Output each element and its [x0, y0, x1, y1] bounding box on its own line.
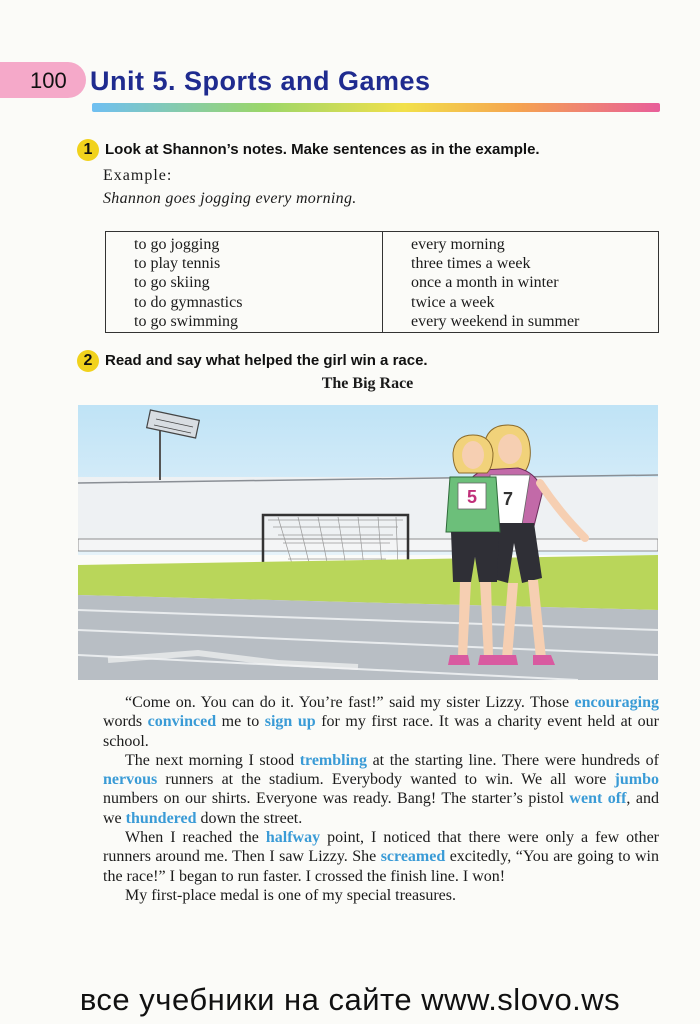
- task-1-number-badge: 1: [77, 139, 99, 161]
- story-text-run: at the starting line. There were hundreds of: [366, 751, 659, 769]
- story-paragraph: [103, 751, 659, 828]
- story-text-run: “Come on. You can do it. You’re fast!” said my sister Lizzy. Those: [125, 694, 575, 711]
- vocabulary-word: went off: [569, 790, 627, 808]
- story-paragraph: [103, 828, 659, 886]
- fence: [78, 539, 658, 551]
- story-text-run: My first-place medal is one of my special treasures.: [125, 886, 456, 904]
- activity-item: to play tennis: [134, 255, 221, 273]
- stadium-scene-svg: [78, 405, 658, 680]
- vocabulary-word: sign up: [264, 713, 316, 731]
- activity-item: to do gymnastics: [134, 293, 243, 311]
- frequency-item: twice a week: [411, 293, 495, 311]
- vocabulary-word: halfway: [265, 829, 321, 847]
- activities-column: [106, 232, 383, 333]
- unit-title: Unit 5. Sports and Games: [90, 66, 431, 96]
- activity-item: to go skiing: [134, 274, 210, 292]
- activity-item: to go swimming: [134, 312, 239, 330]
- runner-tall-number: 7: [502, 489, 514, 509]
- story-text-run: The next morning I stood: [125, 751, 300, 769]
- vocabulary-word: screamed: [380, 848, 446, 866]
- frequency-item: three times a week: [411, 255, 531, 273]
- story-paragraph: [103, 693, 659, 751]
- story-text-run: down the street.: [196, 809, 303, 827]
- vocabulary-word: nervous: [103, 771, 158, 789]
- site-footer-text: все учебники на сайте www.slovo.ws: [79, 982, 621, 1017]
- story-text: [103, 693, 659, 905]
- stadium-wall: [78, 477, 658, 539]
- story-text-run: When I reached the: [125, 829, 266, 847]
- story-text-run: me to: [216, 713, 265, 731]
- running-track: [78, 595, 658, 680]
- story-paragraph: [103, 886, 659, 905]
- story-text-run: numbers on our shirts. Everyone was ready. Bang! The starter’s pistol: [103, 790, 570, 808]
- story-text-run: words: [103, 713, 148, 731]
- frequency-item: every weekend in summer: [411, 312, 580, 330]
- story-text-run: for my first race. It was a charity event held at our school.: [103, 713, 659, 750]
- vocabulary-word: trembling: [299, 751, 367, 769]
- story-text-run: excitedly, “You are going to win the race!” I began to run faster. I crossed the finish line. I won!: [103, 848, 660, 885]
- example-label: Example:: [103, 167, 173, 184]
- task-2-number-badge: 2: [77, 350, 99, 372]
- race-illustration: [78, 405, 658, 680]
- task-1-instruction: Look at Shannon’s notes. Make sentences as in the example.: [105, 141, 540, 158]
- rainbow-divider: [92, 103, 660, 112]
- task-2-instruction: Read and say what helped the girl win a race.: [105, 352, 428, 369]
- activity-item: to go jogging: [134, 236, 220, 253]
- page-number: 100: [30, 68, 67, 93]
- story-text-run: , and we: [103, 790, 659, 827]
- vocabulary-word: thundered: [125, 809, 197, 827]
- story-text-run: runners at the stadium. Everybody wanted to win. We all wore: [157, 771, 615, 789]
- runner-small-number: 5: [466, 487, 478, 507]
- vocabulary-word: encouraging: [574, 694, 659, 711]
- frequencies-column: [383, 232, 659, 333]
- example-sentence: Shannon goes jogging every morning.: [103, 190, 357, 207]
- frequency-item: once a month in winter: [411, 274, 559, 292]
- frequency-item: every morning: [411, 236, 505, 253]
- shannon-notes-table: [105, 231, 659, 333]
- vocabulary-word: convinced: [147, 713, 217, 731]
- vocabulary-word: jumbo: [614, 771, 659, 789]
- story-text-run: point, I noticed that there were only a few other runners around me. Then I saw Lizzy. She: [103, 829, 660, 866]
- story-title: The Big Race: [321, 375, 414, 392]
